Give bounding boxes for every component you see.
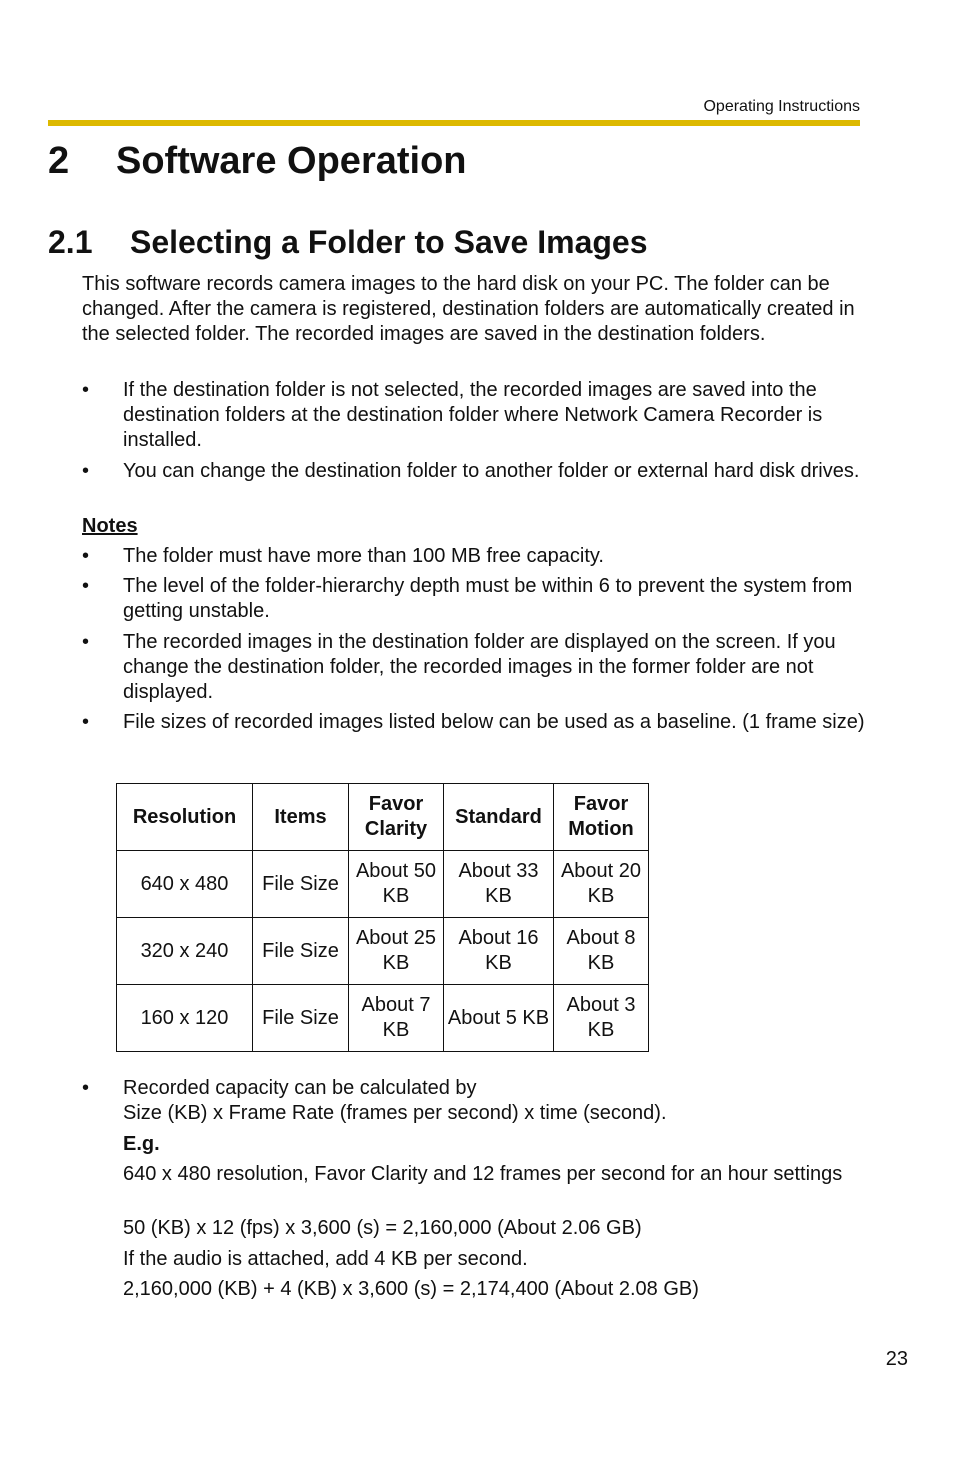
chapter-number: 2 bbox=[48, 140, 70, 182]
table-cell: 320 x 240 bbox=[117, 918, 253, 985]
example-line: 50 (KB) x 12 (fps) x 3,600 (s) = 2,160,000 (About 2.06 GB) bbox=[123, 1217, 642, 1239]
list-item-text: If the destination folder is not selected, the recorded images are saved into the destination folders at the destination folder where Network Camera Recorder is installed. bbox=[123, 379, 823, 451]
table-cell: About 25 KB bbox=[349, 918, 444, 985]
column-header: Resolution bbox=[117, 784, 253, 851]
table-cell: File Size bbox=[253, 918, 349, 985]
note-item bbox=[82, 710, 872, 735]
bullet-icon: • bbox=[82, 379, 90, 401]
table-cell: About 20 KB bbox=[554, 851, 649, 918]
example-line: 2,160,000 (KB) + 4 (KB) x 3,600 (s) = 2,174,400 (About 2.08 GB) bbox=[123, 1278, 699, 1300]
capacity-formula: Size (KB) x Frame Rate (frames per second) x time (second). bbox=[123, 1102, 667, 1124]
running-header: Operating Instructions bbox=[703, 98, 860, 115]
capacity-item bbox=[82, 1076, 872, 1126]
note-item-text: File sizes of recorded images listed below can be used as a baseline. (1 frame size) bbox=[123, 711, 865, 733]
table-cell: About 5 KB bbox=[444, 985, 554, 1052]
notes-heading: Notes bbox=[82, 515, 138, 537]
table-header-row bbox=[117, 784, 649, 851]
capacity-line: Recorded capacity can be calculated by bbox=[123, 1077, 477, 1099]
bullet-icon: • bbox=[82, 711, 90, 733]
table-cell: About 33 KB bbox=[444, 851, 554, 918]
column-header: Standard bbox=[444, 784, 554, 851]
table-cell: 160 x 120 bbox=[117, 985, 253, 1052]
bullet-icon: • bbox=[82, 575, 90, 597]
table-cell: About 7 KB bbox=[349, 985, 444, 1052]
column-header: Favor Motion bbox=[554, 784, 649, 851]
table-cell: File Size bbox=[253, 851, 349, 918]
column-header: Items bbox=[253, 784, 349, 851]
table-cell: File Size bbox=[253, 985, 349, 1052]
example-line: If the audio is attached, add 4 KB per second. bbox=[123, 1248, 528, 1270]
bullet-icon: • bbox=[82, 545, 90, 567]
note-item bbox=[82, 544, 872, 569]
list-item bbox=[82, 459, 872, 484]
table-row bbox=[117, 918, 649, 985]
table-cell: About 8 KB bbox=[554, 918, 649, 985]
note-item-text: The folder must have more than 100 MB free capacity. bbox=[123, 545, 604, 567]
chapter-title bbox=[48, 139, 467, 183]
note-item bbox=[82, 630, 872, 705]
header-rule bbox=[48, 120, 860, 126]
example-label: E.g. bbox=[123, 1133, 160, 1155]
example-line: 640 x 480 resolution, Favor Clarity and 12 frames per second for an hour settings bbox=[123, 1163, 843, 1185]
table-row bbox=[117, 985, 649, 1052]
table-cell: About 3 KB bbox=[554, 985, 649, 1052]
note-item bbox=[82, 574, 872, 624]
section-title-text: Selecting a Folder to Save Images bbox=[130, 224, 648, 260]
column-header: Favor Clarity bbox=[349, 784, 444, 851]
list-item bbox=[82, 378, 872, 453]
section-number: 2.1 bbox=[48, 224, 93, 260]
note-item-text: The level of the folder-hierarchy depth must be within 6 to prevent the system from getting unstable. bbox=[123, 575, 853, 622]
intro-paragraph: This software records camera images to the hard disk on your PC. The folder can be changed. After the camera is registered, destination folders are automatically created in the selected folder. The recorded images are saved in the destination folders. bbox=[82, 273, 855, 345]
note-item-text: The recorded images in the destination folder are displayed on the screen. If you change the destination folder, the recorded images in the former folder are not displayed. bbox=[123, 631, 836, 703]
table-cell: About 16 KB bbox=[444, 918, 554, 985]
chapter-title-text: Software Operation bbox=[116, 140, 467, 182]
table-row bbox=[117, 851, 649, 918]
page-number: 23 bbox=[885, 1348, 908, 1370]
table-cell: About 50 KB bbox=[349, 851, 444, 918]
bullet-icon: • bbox=[82, 631, 90, 653]
file-size-table bbox=[116, 783, 649, 1052]
section-title bbox=[48, 222, 648, 262]
bullet-icon: • bbox=[82, 1077, 90, 1099]
table-cell: 640 x 480 bbox=[117, 851, 253, 918]
bullet-icon: • bbox=[82, 460, 90, 482]
list-item-text: You can change the destination folder to another folder or external hard disk drives. bbox=[123, 460, 860, 482]
